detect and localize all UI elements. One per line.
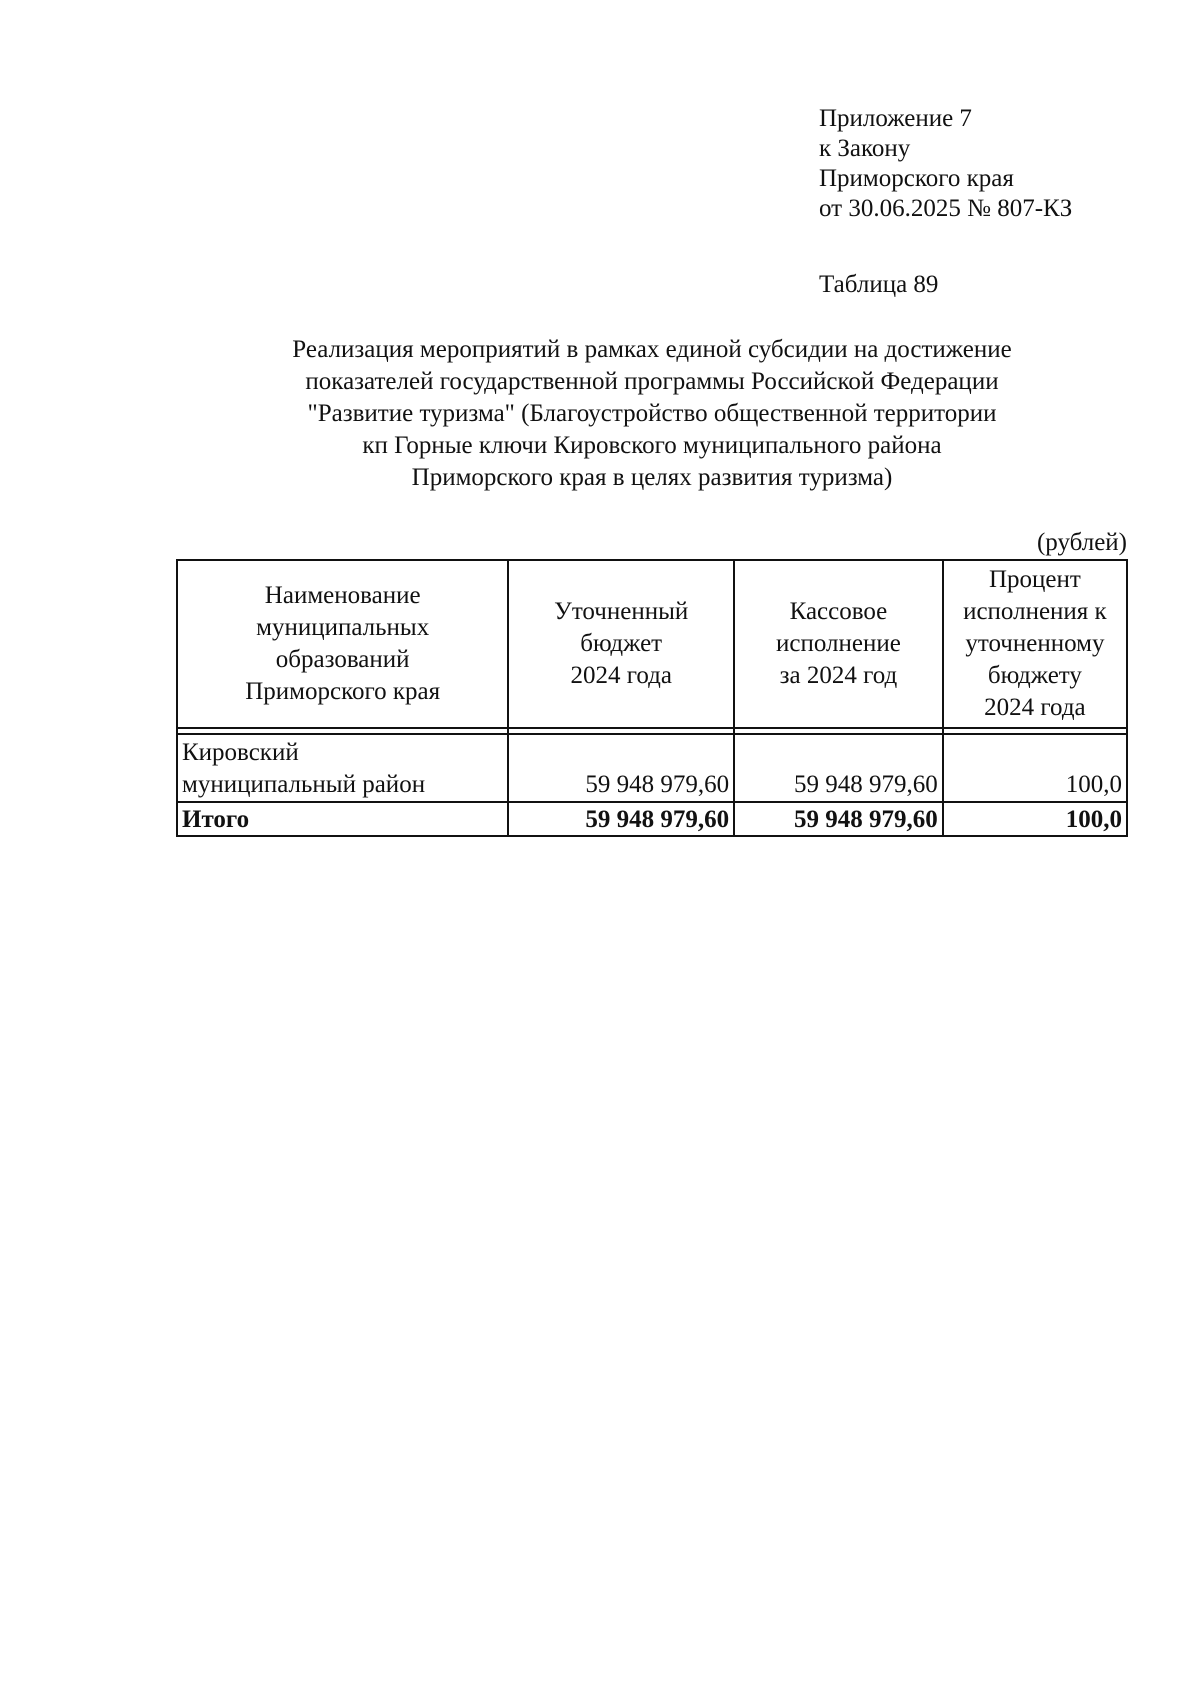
header-execution: Кассовое исполнение за 2024 год — [734, 560, 943, 728]
row-percent-value: 100,0 — [943, 734, 1127, 802]
table-number: Таблица 89 — [819, 271, 939, 298]
row-execution-value: 59 948 979,60 — [734, 734, 943, 802]
appendix-block — [819, 104, 1072, 224]
total-execution-value: 59 948 979,60 — [734, 802, 943, 836]
appendix-line: к Закону — [819, 135, 911, 162]
appendix-line: Приморского края — [819, 165, 1014, 192]
total-percent-value: 100,0 — [943, 802, 1127, 836]
total-label: Итого — [177, 802, 508, 836]
row-municipality-name: Кировский муниципальный район — [177, 734, 508, 802]
title-line: Приморского края в целях развития туризма) — [411, 464, 893, 491]
units-label: (рублей) — [1036, 529, 1127, 556]
header-municipality: Наименование муниципальных образований Приморского края — [177, 560, 508, 728]
budget-table — [176, 559, 1128, 837]
total-budget-value: 59 948 979,60 — [508, 802, 734, 836]
table-total-row — [177, 802, 1127, 836]
appendix-line: Приложение 7 — [819, 105, 972, 132]
title-line: кп Горные ключи Кировского муниципального района — [362, 432, 942, 459]
header-percent: Процент исполнения к уточненному бюджету 2024 года — [943, 560, 1127, 728]
title-line: показателей государственной программы Российской Федерации — [305, 368, 999, 395]
header-budget: Уточненный бюджет 2024 года — [508, 560, 734, 728]
table-header-row — [177, 560, 1127, 728]
document-title — [176, 334, 1128, 494]
table-row — [177, 734, 1127, 802]
row-budget-value: 59 948 979,60 — [508, 734, 734, 802]
title-line: "Развитие туризма" (Благоустройство общественной территории — [307, 400, 997, 427]
appendix-line: от 30.06.2025 № 807-КЗ — [819, 195, 1073, 222]
title-line: Реализация мероприятий в рамках единой субсидии на достижение — [292, 336, 1012, 363]
